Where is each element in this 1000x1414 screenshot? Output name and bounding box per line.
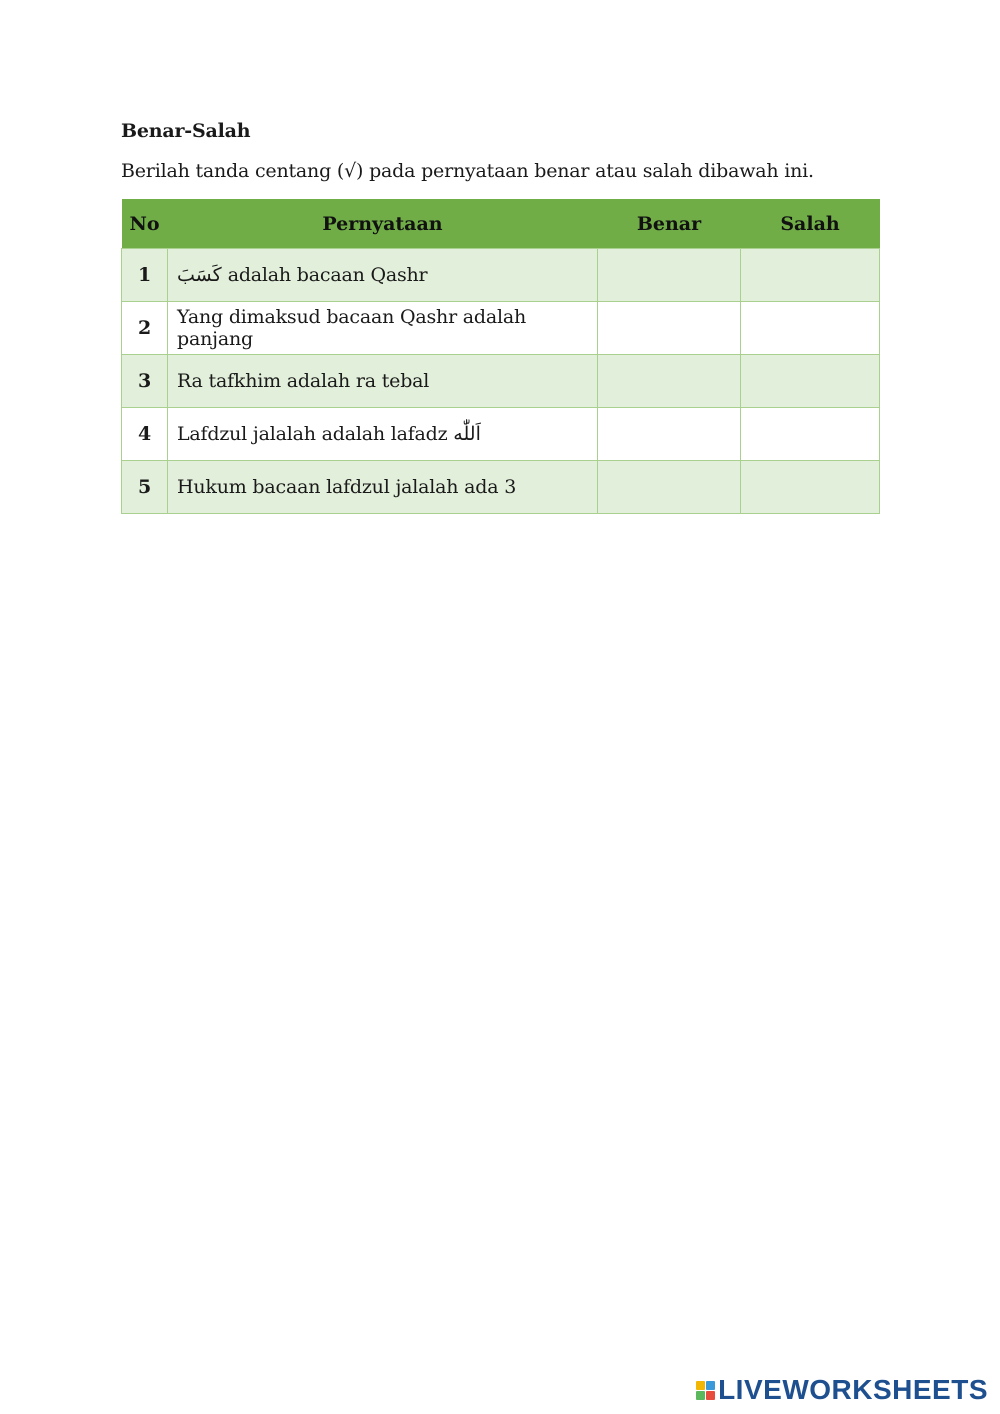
false-answer-cell[interactable] xyxy=(741,461,880,514)
table-row xyxy=(122,355,880,408)
table-row xyxy=(122,302,880,355)
table-row xyxy=(122,249,880,302)
row-statement: Lafdzul jalalah adalah lafadz اَللّٰه xyxy=(168,408,598,461)
table-header-row xyxy=(122,199,880,249)
row-statement: Hukum bacaan lafdzul jalalah ada 3 xyxy=(168,461,598,514)
false-answer-cell[interactable] xyxy=(741,408,880,461)
true-answer-cell[interactable] xyxy=(598,302,741,355)
instruction-text: Berilah tanda centang (√) pada pernyataan benar atau salah dibawah ini. xyxy=(121,160,814,182)
liveworksheets-logo xyxy=(696,1374,988,1406)
header-true: Benar xyxy=(598,199,741,249)
false-answer-cell[interactable] xyxy=(741,355,880,408)
row-number: 2 xyxy=(122,302,168,355)
row-statement: Yang dimaksud bacaan Qashr adalah panjang xyxy=(168,302,598,355)
logo-text: LIVEWORKSHEETS xyxy=(718,1374,988,1405)
table-row xyxy=(122,461,880,514)
row-number: 3 xyxy=(122,355,168,408)
table-row xyxy=(122,408,880,461)
section-title: Benar-Salah xyxy=(121,120,251,142)
true-false-table xyxy=(121,199,880,514)
true-answer-cell[interactable] xyxy=(598,408,741,461)
row-statement: كَسَبَ adalah bacaan Qashr xyxy=(168,249,598,302)
row-number: 4 xyxy=(122,408,168,461)
row-number: 1 xyxy=(122,249,168,302)
true-answer-cell[interactable] xyxy=(598,461,741,514)
row-statement: Ra tafkhim adalah ra tebal xyxy=(168,355,598,408)
false-answer-cell[interactable] xyxy=(741,249,880,302)
true-answer-cell[interactable] xyxy=(598,249,741,302)
header-false: Salah xyxy=(741,199,880,249)
true-answer-cell[interactable] xyxy=(598,355,741,408)
row-number: 5 xyxy=(122,461,168,514)
false-answer-cell[interactable] xyxy=(741,302,880,355)
header-statement: Pernyataan xyxy=(168,199,598,249)
header-no: No xyxy=(122,199,168,249)
logo-mark-icon xyxy=(696,1381,715,1400)
